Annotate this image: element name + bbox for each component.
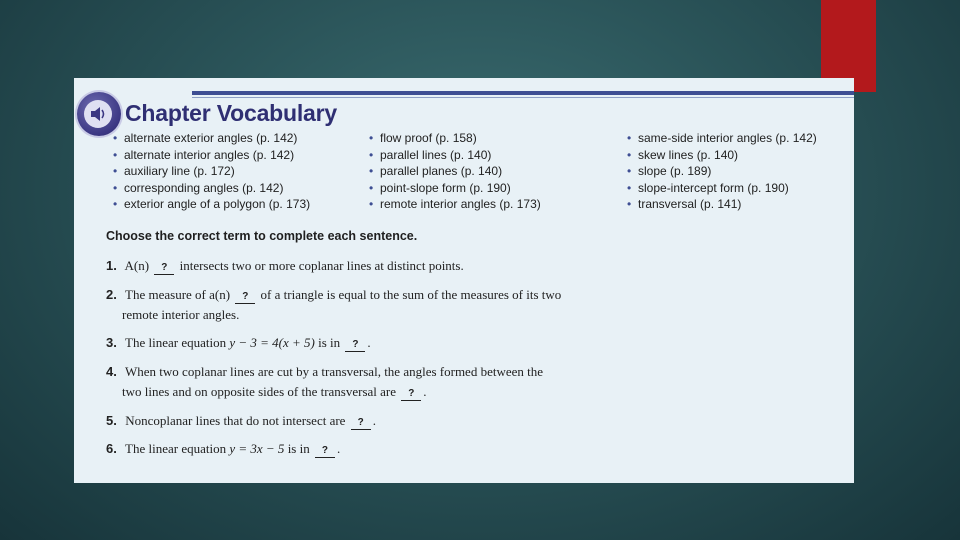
speaker-icon — [84, 100, 112, 128]
vocab-item — [369, 163, 541, 180]
question-text: . — [336, 441, 341, 456]
vocab-term: remote interior angles (p. 173) — [380, 197, 541, 212]
answer-blank[interactable]: ? — [315, 444, 335, 458]
vocab-column-1 — [113, 130, 310, 213]
answer-blank[interactable]: ? — [351, 416, 371, 430]
vocab-term: corresponding angles (p. 142) — [124, 180, 284, 195]
bullet-icon: • — [369, 164, 374, 179]
bullet-icon: • — [369, 147, 374, 162]
vocab-term: alternate interior angles (p. 142) — [124, 147, 295, 162]
question-1 — [106, 256, 666, 276]
question-text: is in — [318, 335, 341, 350]
bullet-icon: • — [113, 180, 118, 195]
question-text: of a triangle is equal to the sum of the measures of its two — [260, 287, 562, 302]
vocab-term: slope (p. 189) — [638, 164, 712, 179]
question-text: The linear equation — [125, 441, 227, 456]
bullet-icon: • — [627, 147, 632, 162]
question-6 — [106, 439, 666, 459]
vocab-term: parallel lines (p. 140) — [380, 147, 492, 162]
bullet-icon: • — [113, 197, 118, 212]
bullet-icon: • — [627, 131, 632, 145]
vocab-item — [113, 163, 310, 180]
vocab-term: flow proof (p. 158) — [380, 131, 477, 145]
vocab-item — [369, 196, 541, 213]
question-number: 2. — [106, 287, 117, 302]
vocabulary-card — [74, 78, 854, 483]
instruction-text: Choose the correct term to complete each sentence. — [106, 229, 418, 243]
bullet-icon: • — [113, 164, 118, 179]
question-text: is in — [287, 441, 310, 456]
question-text: . — [372, 413, 376, 428]
question-number: 1. — [106, 258, 117, 273]
bullet-icon: • — [627, 164, 632, 179]
question-text: The linear equation — [125, 335, 227, 350]
question-number: 3. — [106, 335, 117, 350]
question-number: 5. — [106, 413, 117, 428]
answer-blank[interactable]: ? — [235, 290, 255, 304]
vocab-item — [369, 130, 541, 147]
vocab-term: transversal (p. 141) — [638, 197, 742, 212]
question-text: . — [423, 383, 427, 399]
page-title: Chapter Vocabulary — [125, 100, 337, 126]
question-text-continued — [106, 382, 666, 402]
question-number: 4. — [106, 364, 117, 379]
vocab-term: alternate exterior angles (p. 142) — [124, 131, 298, 145]
vocab-item — [113, 130, 310, 147]
question-4 — [106, 362, 666, 401]
vocab-item — [113, 196, 310, 213]
vocab-term: slope-intercept form (p. 190) — [638, 180, 789, 195]
vocab-column-2 — [369, 130, 541, 213]
answer-blank[interactable]: ? — [154, 261, 174, 275]
bullet-icon: • — [627, 180, 632, 195]
answer-blank[interactable]: ? — [401, 387, 421, 401]
question-number: 6. — [106, 441, 117, 456]
vocab-term: exterior angle of a polygon (p. 173) — [124, 197, 311, 212]
vocab-item — [627, 196, 817, 213]
vocab-item — [113, 147, 310, 164]
bullet-icon: • — [113, 131, 118, 145]
vocab-item — [627, 130, 817, 147]
header-rule-thin — [192, 97, 854, 98]
header-rule — [192, 91, 854, 95]
bullet-icon: • — [113, 147, 118, 162]
bullet-icon: • — [369, 131, 374, 145]
vocab-column-3 — [627, 130, 817, 213]
vocab-item — [113, 180, 310, 197]
vocab-item — [369, 180, 541, 197]
question-text: Noncoplanar lines that do not intersect are — [125, 413, 346, 428]
question-text: intersects two or more coplanar lines at distinct points. — [179, 258, 464, 273]
question-text: A(n) — [124, 258, 150, 273]
question-5 — [106, 411, 666, 431]
bullet-icon: • — [369, 197, 374, 212]
vocab-item — [369, 147, 541, 164]
vocab-term: skew lines (p. 140) — [638, 147, 739, 162]
equation: y − 3 = 4(x + 5) — [229, 335, 315, 350]
vocab-term: parallel planes (p. 140) — [380, 164, 503, 179]
vocab-item — [627, 163, 817, 180]
vocab-item — [627, 180, 817, 197]
answer-blank[interactable]: ? — [345, 338, 365, 352]
question-2 — [106, 285, 666, 324]
question-3 — [106, 333, 666, 353]
question-text: two lines and on opposite sides of the transversal are — [122, 383, 397, 399]
question-text: . — [367, 335, 371, 350]
vocab-term: same-side interior angles (p. 142) — [638, 131, 817, 145]
vocab-term: point-slope form (p. 190) — [380, 180, 511, 195]
question-text: When two coplanar lines are cut by a transversal, the angles formed between the — [125, 364, 544, 379]
question-text: The measure of a(n) — [125, 287, 231, 302]
vocab-term: auxiliary line (p. 172) — [124, 164, 235, 179]
equation: y = 3x − 5 — [229, 441, 285, 456]
vocab-item — [627, 147, 817, 164]
question-text-continued: remote interior angles. — [122, 306, 240, 322]
bullet-icon: • — [369, 180, 374, 195]
bullet-icon: • — [627, 197, 632, 212]
